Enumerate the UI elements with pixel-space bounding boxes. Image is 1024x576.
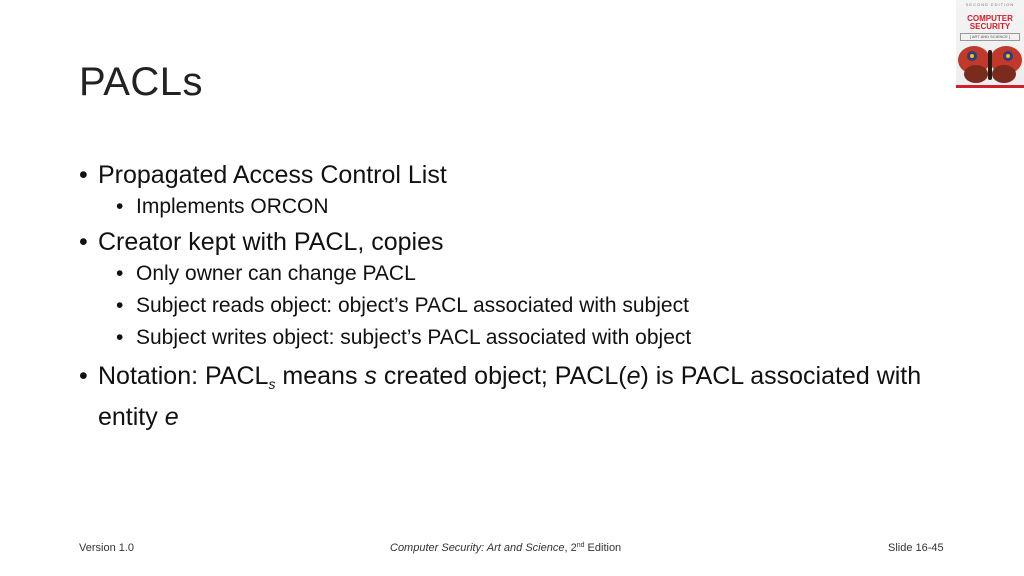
book-cover-image — [956, 0, 1024, 88]
notation-italic-entity: e — [164, 403, 179, 431]
cover-title-line1: COMPUTER — [967, 14, 1013, 23]
notation-italic-s: s — [364, 362, 377, 390]
notation-text-3: created object; PACL( — [376, 362, 627, 390]
notation-subscript: s — [268, 376, 276, 392]
footer-book-title — [390, 542, 621, 554]
notation-italic-e: e — [626, 362, 641, 390]
notation-text-4: ) is PACL associated with entity — [98, 362, 922, 431]
cover-title-line2: SECURITY — [969, 22, 1011, 31]
bullet-creator-kept: • Creator kept with PACL, copies — [79, 226, 929, 258]
cover-edition-label: SECOND EDITION — [965, 2, 1015, 7]
footer-sep: , 2 — [564, 542, 577, 554]
notation-text-1: Notation: PACL — [98, 362, 269, 390]
subbullet-orcon: • Implements ORCON — [79, 191, 929, 223]
bullet-list — [79, 156, 929, 434]
footer-edition: Edition — [584, 542, 622, 554]
subbullet-subject-reads: • Subject reads object: object’s PACL associated with subject — [79, 290, 929, 322]
footer-slide-number: Slide 16-45 — [888, 542, 944, 554]
cover-subtitle: [ ART AND SCIENCE ] — [960, 33, 1020, 41]
subbullet-owner-change: • Only owner can change PACL — [79, 258, 929, 290]
notation-text-2: means — [275, 362, 365, 390]
footer-title-italic: Computer Security: Art and Science — [390, 542, 565, 554]
slide-title: PACLs — [79, 60, 204, 104]
butterfly-icon — [956, 40, 1024, 85]
subbullet-subject-writes: • Subject writes object: subject’s PACL associated with object — [79, 322, 929, 354]
bullet-propagated-acl: • Propagated Access Control List — [79, 159, 929, 191]
bullet-notation — [79, 360, 929, 434]
cover-title — [956, 15, 1024, 31]
footer-version: Version 1.0 — [79, 542, 135, 554]
footer-sup: nd — [576, 542, 585, 549]
